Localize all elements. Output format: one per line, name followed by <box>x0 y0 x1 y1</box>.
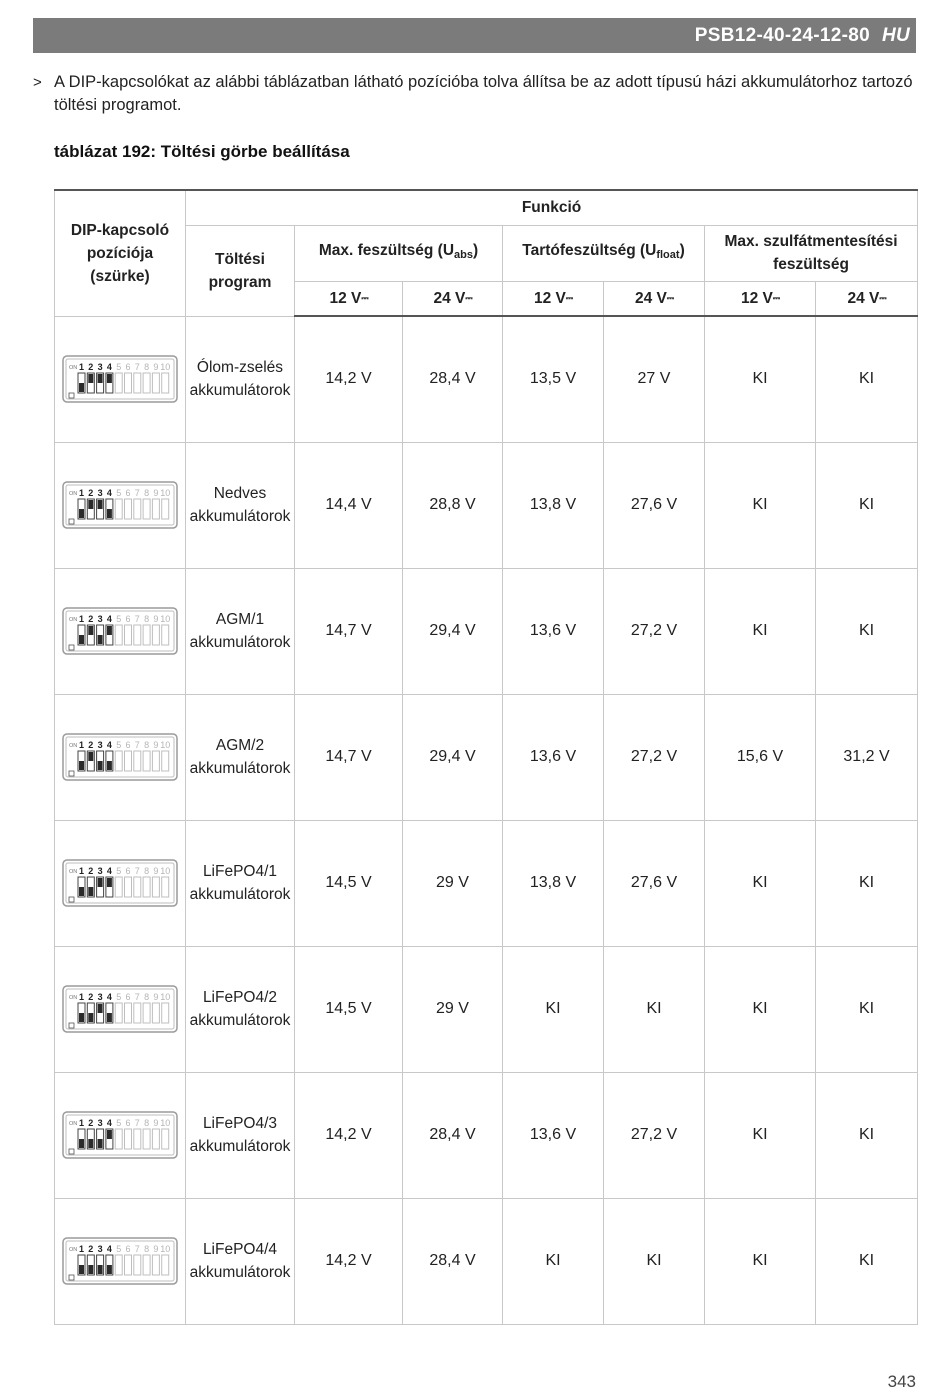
dip-switch-number: 10 <box>160 992 171 1002</box>
dip-switch-slot <box>134 1003 141 1023</box>
dip-switch-number: 8 <box>144 614 150 624</box>
voltage-cell-desulf24: KI <box>816 1072 918 1198</box>
header-max-voltage-text: Max. feszültség (U <box>318 242 455 259</box>
dip-switch-lever <box>107 878 112 887</box>
dip-position-cell <box>55 1198 186 1324</box>
voltage-cell-desulf24: KI <box>816 1198 918 1324</box>
charging-program-cell: LiFePO4/2 akkumulátorok <box>186 946 295 1072</box>
header-voltage-v24-3 <box>604 281 705 316</box>
dip-switch-lever <box>88 1265 93 1274</box>
dip-switch-lever <box>88 752 93 761</box>
header-desulfation-voltage: Max. szulfátmentesítési feszültség <box>705 225 918 281</box>
dip-switch-icon <box>62 859 178 907</box>
dip-switch-lever <box>98 500 103 509</box>
dip-switch-slot <box>143 751 150 771</box>
dip-switch-number: 9 <box>153 740 159 750</box>
dip-switch-lever <box>79 887 84 896</box>
voltage-cell-desulf12: KI <box>705 568 816 694</box>
voltage-cell-uabs12: 14,2 V <box>295 1198 403 1324</box>
header-voltage-v12-2 <box>503 281 604 316</box>
header-dip-position: DIP-kapcsoló pozíciója (szürke) <box>55 190 186 316</box>
dip-position-cell <box>55 946 186 1072</box>
dip-switch-lever <box>79 1013 84 1022</box>
dip-switch-number: 4 <box>106 1244 112 1254</box>
dip-switch-slot <box>125 1129 132 1149</box>
table-row <box>55 442 918 568</box>
dip-switch-number: 7 <box>134 362 140 372</box>
dip-on-label: ON <box>69 365 78 371</box>
dip-switch-slot <box>162 625 169 645</box>
dip-on-label: ON <box>69 1247 78 1253</box>
dip-switch-number: 8 <box>144 740 150 750</box>
dip-switch-number: 10 <box>160 866 171 876</box>
voltage-cell-uabs24: 28,4 V <box>403 1198 503 1324</box>
dip-switch-slot <box>125 625 132 645</box>
dip-switch-number: 7 <box>134 488 140 498</box>
voltage-cell-desulf12: KI <box>705 820 816 946</box>
header-voltage-v24-1 <box>403 281 503 316</box>
voltage-cell-ufloat12: 13,8 V <box>503 442 604 568</box>
dip-switch-number: 10 <box>160 614 171 624</box>
dip-switch-number: 4 <box>106 992 112 1002</box>
voltage-label: 12 V <box>740 289 773 307</box>
charging-program-cell: AGM/2 akkumulátorok <box>186 694 295 820</box>
dip-on-label: ON <box>69 869 78 875</box>
dip-switch-number: 8 <box>144 488 150 498</box>
table-row <box>55 946 918 1072</box>
dip-switch-number: 5 <box>116 362 122 372</box>
dip-switch-number: 10 <box>160 1244 171 1254</box>
bullet-icon: > <box>33 74 42 91</box>
table-row <box>55 1198 918 1324</box>
voltage-cell-desulf12: KI <box>705 442 816 568</box>
dip-switch-number: 4 <box>106 614 112 624</box>
voltage-label: 24 V <box>433 289 466 307</box>
dip-switch-number: 5 <box>116 488 122 498</box>
voltage-cell-uabs24: 28,4 V <box>403 1072 503 1198</box>
dip-switch-slot <box>134 499 141 519</box>
dip-switch-lever <box>98 878 103 887</box>
dip-switch-number: 2 <box>88 1244 94 1254</box>
voltage-cell-uabs12: 14,2 V <box>295 1072 403 1198</box>
dip-switch-slot <box>143 1129 150 1149</box>
voltage-cell-ufloat24: 27,2 V <box>604 568 705 694</box>
dip-switch-slot <box>162 751 169 771</box>
dip-switch-number: 1 <box>78 488 85 498</box>
voltage-cell-ufloat12: 13,8 V <box>503 820 604 946</box>
dip-on-label: ON <box>69 995 78 1001</box>
dip-switch-slot <box>152 625 159 645</box>
header-max-voltage-paren: ) <box>473 242 479 259</box>
dip-switch-lever <box>98 635 103 644</box>
dip-switch-number: 2 <box>88 866 94 876</box>
charging-curve-table <box>54 189 918 1325</box>
voltage-cell-desulf12: 15,6 V <box>705 694 816 820</box>
voltage-cell-ufloat24: KI <box>604 946 705 1072</box>
charging-program-cell: Ólom-zselés akkumulátorok <box>186 316 295 442</box>
charging-program-cell: LiFePO4/1 akkumulátorok <box>186 820 295 946</box>
dip-switch-slot <box>125 1255 132 1275</box>
dip-position-cell <box>55 1072 186 1198</box>
dip-switch-icon <box>62 1111 178 1159</box>
dip-switch-number: 2 <box>88 740 94 750</box>
dip-switch-number: 9 <box>153 614 159 624</box>
dip-switch-number: 1 <box>78 1118 85 1128</box>
dip-switch-slot <box>162 499 169 519</box>
dip-switch-slot <box>143 1255 150 1275</box>
dip-switch-slot <box>134 625 141 645</box>
voltage-cell-ufloat12: 13,6 V <box>503 694 604 820</box>
dip-switch-lever <box>88 1139 93 1148</box>
dip-switch-slot <box>162 1129 169 1149</box>
dip-switch-number: 7 <box>134 614 140 624</box>
dip-switch-lever <box>98 761 103 770</box>
voltage-cell-uabs24: 28,8 V <box>403 442 503 568</box>
dip-switch-slot <box>115 1003 122 1023</box>
table-row <box>55 820 918 946</box>
voltage-cell-ufloat24: 27,6 V <box>604 820 705 946</box>
voltage-cell-ufloat12: 13,5 V <box>503 316 604 442</box>
table-row <box>55 316 918 442</box>
dip-switch-slot <box>162 877 169 897</box>
dip-switch-icon <box>62 481 178 529</box>
header-voltage-v12-4 <box>705 281 816 316</box>
dip-switch-lever <box>88 374 93 383</box>
page-number: 343 <box>887 1372 916 1391</box>
voltage-cell-ufloat12: 13,6 V <box>503 1072 604 1198</box>
voltage-cell-desulf12: KI <box>705 946 816 1072</box>
voltage-label: 24 V <box>634 289 667 307</box>
dip-switch-slot <box>143 625 150 645</box>
dip-switch-slot <box>143 373 150 393</box>
charging-program-cell: AGM/1 akkumulátorok <box>186 568 295 694</box>
voltage-cell-desulf24: KI <box>816 820 918 946</box>
voltage-cell-ufloat24: 27,2 V <box>604 1072 705 1198</box>
dip-switch-icon <box>62 1237 178 1285</box>
dip-switch-slot <box>152 499 159 519</box>
dip-switch-number: 9 <box>153 1244 159 1254</box>
dc-symbol-icon: ⎓ <box>361 292 368 303</box>
voltage-cell-uabs24: 29,4 V <box>403 568 503 694</box>
dip-switch-number: 10 <box>160 488 171 498</box>
dip-switch-number: 5 <box>116 866 122 876</box>
dip-on-label: ON <box>69 491 78 497</box>
dip-switch-icon <box>62 607 178 655</box>
voltage-cell-uabs24: 28,4 V <box>403 316 503 442</box>
dip-switch-number: 1 <box>78 1244 85 1254</box>
dip-switch-slot <box>125 877 132 897</box>
dip-switch-number: 10 <box>160 1118 171 1128</box>
dip-switch-lever <box>107 1130 112 1139</box>
dip-switch-lever <box>107 509 112 518</box>
header-bar <box>33 18 916 53</box>
voltage-label: 12 V <box>329 289 362 307</box>
dip-switch-number: 3 <box>97 992 103 1002</box>
dip-switch-slot <box>152 877 159 897</box>
voltage-cell-desulf24: 31,2 V <box>816 694 918 820</box>
dip-switch-slot <box>134 1129 141 1149</box>
voltage-cell-uabs12: 14,7 V <box>295 568 403 694</box>
dip-switch-number: 7 <box>134 740 140 750</box>
dip-switch-lever <box>107 374 112 383</box>
charging-program-cell: LiFePO4/4 akkumulátorok <box>186 1198 295 1324</box>
voltage-cell-uabs12: 14,2 V <box>295 316 403 442</box>
dip-switch-slot <box>134 1255 141 1275</box>
voltage-cell-desulf24: KI <box>816 568 918 694</box>
dip-switch-lever <box>79 383 84 392</box>
header-max-voltage <box>295 225 503 281</box>
header-float-voltage-sub: float <box>656 249 680 261</box>
dip-switch-lever <box>88 887 93 896</box>
dip-switch-number: 6 <box>125 362 131 372</box>
dip-switch-number: 10 <box>160 362 171 372</box>
dip-switch-slot <box>134 751 141 771</box>
header-voltage-v12-0 <box>295 281 403 316</box>
header-float-voltage-paren: ) <box>679 242 685 259</box>
dip-switch-number: 2 <box>88 362 94 372</box>
dip-switch-lever <box>88 500 93 509</box>
dip-switch-number: 2 <box>88 1118 94 1128</box>
dip-position-cell <box>55 694 186 820</box>
dip-switch-number: 3 <box>97 740 103 750</box>
voltage-label: 12 V <box>533 289 566 307</box>
dip-switch-lever <box>79 635 84 644</box>
dip-switch-number: 2 <box>88 614 94 624</box>
table-row <box>55 1072 918 1198</box>
dip-switch-icon <box>62 985 178 1033</box>
dip-switch-lever <box>107 1265 112 1274</box>
dip-switch-slot <box>152 1255 159 1275</box>
voltage-cell-uabs12: 14,7 V <box>295 694 403 820</box>
table-row <box>55 694 918 820</box>
dip-switch-number: 9 <box>153 1118 159 1128</box>
dip-switch-number: 5 <box>116 614 122 624</box>
dip-position-cell <box>55 316 186 442</box>
dip-switch-number: 7 <box>134 866 140 876</box>
table-caption: táblázat 192: Töltési görbe beállítása <box>54 142 350 161</box>
dip-switch-number: 7 <box>134 992 140 1002</box>
voltage-cell-uabs12: 14,5 V <box>295 820 403 946</box>
dip-switch-number: 4 <box>106 488 112 498</box>
dip-switch-number: 6 <box>125 1244 131 1254</box>
voltage-cell-ufloat12: KI <box>503 946 604 1072</box>
dip-switch-number: 9 <box>153 362 159 372</box>
dip-position-cell <box>55 820 186 946</box>
table-row <box>55 568 918 694</box>
voltage-label: 24 V <box>847 289 880 307</box>
voltage-cell-desulf24: KI <box>816 442 918 568</box>
dip-switch-slot <box>143 499 150 519</box>
dip-switch-lever <box>107 761 112 770</box>
dip-switch-number: 3 <box>97 1118 103 1128</box>
dip-on-label: ON <box>69 743 78 749</box>
dip-switch-lever <box>98 374 103 383</box>
dip-switch-slot <box>125 1003 132 1023</box>
voltage-cell-uabs12: 14,5 V <box>295 946 403 1072</box>
charging-program-cell: LiFePO4/3 akkumulátorok <box>186 1072 295 1198</box>
dip-switch-slot <box>152 1129 159 1149</box>
dip-switch-number: 4 <box>106 866 112 876</box>
dip-switch-number: 1 <box>78 992 85 1002</box>
dip-switch-number: 1 <box>78 614 85 624</box>
dip-switch-slot <box>115 877 122 897</box>
dip-switch-number: 2 <box>88 992 94 1002</box>
voltage-cell-desulf12: KI <box>705 1198 816 1324</box>
dip-switch-number: 1 <box>78 362 85 372</box>
dip-switch-slot <box>162 1255 169 1275</box>
dip-switch-number: 8 <box>144 1118 150 1128</box>
dip-switch-number: 6 <box>125 488 131 498</box>
dip-switch-number: 6 <box>125 1118 131 1128</box>
intro-text: A DIP-kapcsolókat az alábbi táblázatban látható pozícióba tolva állítsa be az adott típusú házi akkumulátorhoz tartozó töltési programot. <box>54 73 913 114</box>
dip-switch-number: 3 <box>97 614 103 624</box>
dip-switch-number: 3 <box>97 866 103 876</box>
language-code: HU <box>881 24 910 46</box>
dip-switch-lever <box>107 1013 112 1022</box>
charging-program-cell: Nedves akkumulátorok <box>186 442 295 568</box>
dip-switch-lever <box>107 626 112 635</box>
header-function: Funkció <box>186 190 918 225</box>
header-float-voltage-text: Tartófeszültség (U <box>522 242 657 259</box>
dip-switch-lever <box>79 761 84 770</box>
dip-switch-number: 6 <box>125 992 131 1002</box>
header-charging-program: Töltési program <box>186 225 295 316</box>
dip-switch-number: 3 <box>97 1244 103 1254</box>
dip-switch-icon <box>62 733 178 781</box>
document-title: PSB12-40-24-12-80 <box>694 24 870 46</box>
dip-switch-slot <box>134 373 141 393</box>
dc-symbol-icon: ⎓ <box>772 292 780 303</box>
dip-switch-number: 6 <box>125 740 131 750</box>
dip-switch-lever <box>79 509 84 518</box>
dc-symbol-icon: ⎓ <box>666 292 674 303</box>
dip-switch-number: 6 <box>125 866 131 876</box>
dip-switch-number: 3 <box>97 362 103 372</box>
dip-switch-number: 4 <box>106 362 112 372</box>
dip-switch-number: 5 <box>116 1118 122 1128</box>
dip-switch-number: 5 <box>116 1244 122 1254</box>
dip-switch-lever <box>79 1265 84 1274</box>
voltage-cell-uabs24: 29 V <box>403 820 503 946</box>
dip-switch-slot <box>125 373 132 393</box>
dip-switch-number: 8 <box>144 866 150 876</box>
dip-switch-slot <box>152 751 159 771</box>
dip-switch-number: 2 <box>88 488 94 498</box>
header-max-voltage-sub: abs <box>454 249 474 261</box>
voltage-cell-ufloat12: KI <box>503 1198 604 1324</box>
dip-on-label: ON <box>69 1121 78 1127</box>
dip-switch-number: 10 <box>160 740 171 750</box>
dip-switch-slot <box>115 373 122 393</box>
dip-switch-number: 1 <box>78 866 85 876</box>
header-voltage-v24-5 <box>816 281 918 316</box>
dip-switch-number: 8 <box>144 362 150 372</box>
voltage-cell-desulf24: KI <box>816 946 918 1072</box>
dip-switch-slot <box>152 373 159 393</box>
dip-on-label: ON <box>69 617 78 623</box>
dip-switch-slot <box>115 499 122 519</box>
dip-switch-number: 6 <box>125 614 131 624</box>
dip-switch-number: 1 <box>78 740 85 750</box>
dip-switch-slot <box>143 1003 150 1023</box>
dip-switch-slot <box>134 877 141 897</box>
dip-switch-number: 7 <box>134 1118 140 1128</box>
dip-switch-number: 7 <box>134 1244 140 1254</box>
dip-switch-slot <box>125 499 132 519</box>
dip-switch-lever <box>88 626 93 635</box>
dip-switch-lever <box>88 1013 93 1022</box>
voltage-cell-desulf12: KI <box>705 316 816 442</box>
dip-switch-slot <box>152 1003 159 1023</box>
dip-switch-number: 9 <box>153 992 159 1002</box>
dip-switch-lever <box>98 1004 103 1013</box>
dip-switch-number: 9 <box>153 488 159 498</box>
dip-switch-number: 5 <box>116 992 122 1002</box>
dip-switch-lever <box>98 1139 103 1148</box>
dip-switch-slot <box>115 1129 122 1149</box>
header-float-voltage <box>503 225 705 281</box>
dip-switch-slot <box>115 625 122 645</box>
dc-symbol-icon: ⎓ <box>565 292 573 303</box>
dc-symbol-icon: ⎓ <box>879 292 886 303</box>
dip-switch-number: 9 <box>153 866 159 876</box>
dip-switch-icon <box>62 355 178 403</box>
dip-position-cell <box>55 442 186 568</box>
dip-position-cell <box>55 568 186 694</box>
voltage-cell-desulf24: KI <box>816 316 918 442</box>
dip-switch-number: 8 <box>144 992 150 1002</box>
voltage-cell-desulf12: KI <box>705 1072 816 1198</box>
dip-switch-slot <box>125 751 132 771</box>
voltage-cell-ufloat12: 13,6 V <box>503 568 604 694</box>
dip-switch-number: 4 <box>106 1118 112 1128</box>
dip-switch-number: 8 <box>144 1244 150 1254</box>
dip-switch-slot <box>162 373 169 393</box>
dip-switch-slot <box>115 751 122 771</box>
dc-symbol-icon: ⎓ <box>465 292 472 303</box>
voltage-cell-ufloat24: 27,2 V <box>604 694 705 820</box>
dip-switch-slot <box>115 1255 122 1275</box>
intro-paragraph <box>33 71 913 117</box>
dip-switch-lever <box>79 1139 84 1148</box>
voltage-cell-uabs24: 29 V <box>403 946 503 1072</box>
dip-switch-slot <box>143 877 150 897</box>
dip-switch-number: 4 <box>106 740 112 750</box>
dip-switch-number: 3 <box>97 488 103 498</box>
dip-switch-slot <box>162 1003 169 1023</box>
voltage-cell-ufloat24: 27 V <box>604 316 705 442</box>
voltage-cell-uabs12: 14,4 V <box>295 442 403 568</box>
dip-switch-number: 5 <box>116 740 122 750</box>
voltage-cell-ufloat24: KI <box>604 1198 705 1324</box>
dip-switch-lever <box>98 1265 103 1274</box>
voltage-cell-uabs24: 29,4 V <box>403 694 503 820</box>
voltage-cell-ufloat24: 27,6 V <box>604 442 705 568</box>
